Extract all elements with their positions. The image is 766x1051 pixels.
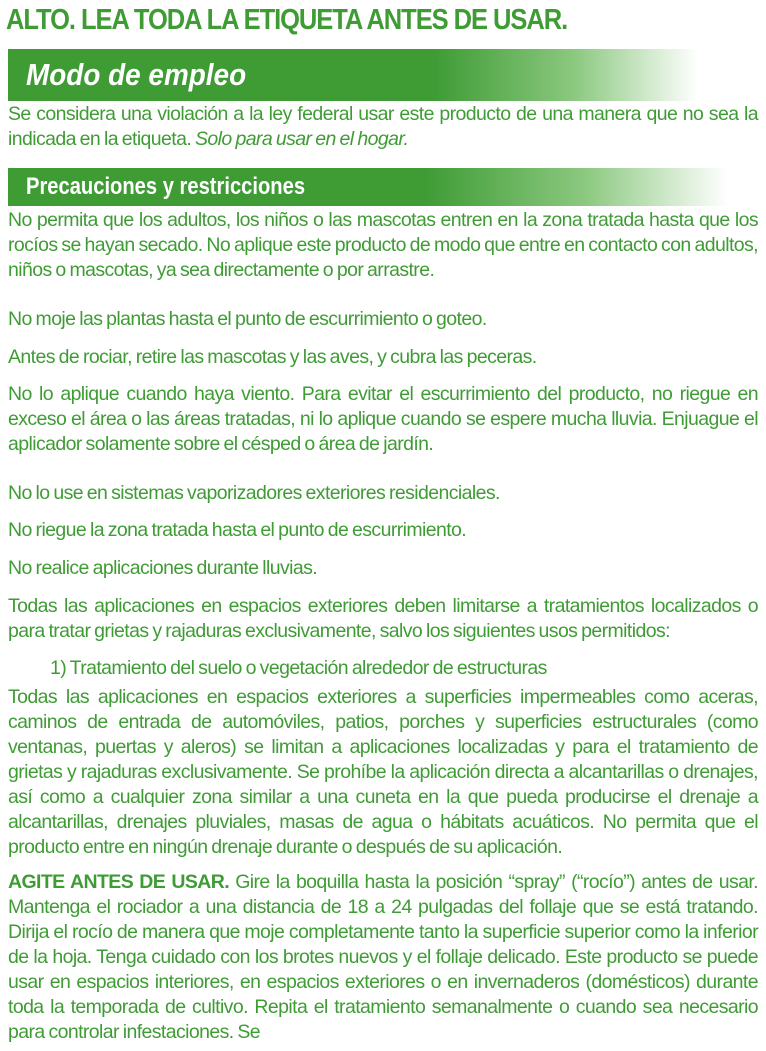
precaution-paragraph-3: Antes de rociar, retire las mascotas y las aves, y cubra las peceras. <box>8 346 537 368</box>
home-use-only-note: Solo para usar en el hogar. <box>195 128 409 150</box>
precaution-paragraph-9: Todas las aplicaciones en espacios exteriores a superficies impermeables como aceras, caminos de entrada de automóviles, patios, porches y superficies estructurales (como ventanas, puertas y aleros) se limitan a aplicaciones localizadas y para el tratamiento de grietas y rajaduras exclusivamente. Se prohíbe la aplicación directa a alcantarillas o drenajes, así como a cualquier zona similar a una cuneta en la que pueda producirse el drenaje a alcantarillas, drenajes pluviales, masas de agua o hábitats acuáticos. No permita que el producto entre en ningún drenaje durante o después de su aplicación. <box>8 686 758 858</box>
precaution-paragraph-1: No permita que los adultos, los niños o las mascotas entren en la zona tratada hasta que los rocíos se hayan secado. No aplique este producto de modo que entre en contacto con adultos, niños o mascotas, ya sea directamente o por arrastre. <box>8 209 758 281</box>
precaution-paragraph-8: Todas las aplicaciones en espacios exteriores deben limitarse a tratamientos localizados o para tratar grietas y rajaduras exclusivamente, salvo los siguientes usos permitidos: <box>8 595 758 642</box>
precaution-paragraph-4: No lo aplique cuando haya viento. Para evitar el escurrimiento del producto, no riegue en exceso el área o las áreas tratadas, ni lo aplique cuando se espere mucha lluvia. Enjuague el aplicador solamente sobre el césped o área de jardín. <box>8 383 758 455</box>
precautions-heading: Precauciones y restricciones <box>26 173 306 200</box>
shake-before-use-body: Gire la boquilla hasta la posición “spray” (“rocío”) antes de usar. Mantenga el rociador a una distancia de 18 a 24 pulgadas del follaje que se está tratando. Dirija el rocío de manera que moje completamente tanto la superficie superior como la inferior de la hoja. Tenga cuidado con los brotes nuevos y el follaje delicado. Este producto se puede usar en espacios interiores, en espacios exteriores o en invernaderos (domésticos) durante toda la temporada de cultivo. Repita el tratamiento semanalmente o cuando sea necesario para controlar infestaciones. Se <box>8 871 758 1043</box>
permitted-use-item-1: 1) Tratamiento del suelo o vegetación alrededor de estructuras <box>50 657 547 679</box>
precaution-paragraph-6: No riegue la zona tratada hasta el punto de escurrimiento. <box>8 519 467 541</box>
shake-before-use-lead: AGITE ANTES DE USAR. <box>8 871 230 893</box>
directions-intro <box>8 102 758 152</box>
precaution-paragraph-5: No lo use en sistemas vaporizadores exteriores residenciales. <box>8 482 500 504</box>
directions-intro-text: Se considera una violación a la ley federal usar este producto de una manera que no sea la indicada en la etiqueta. <box>8 103 758 150</box>
directions-heading: Modo de empleo <box>26 57 247 92</box>
precaution-paragraph-2: No moje las plantas hasta el punto de escurrimiento o goteo. <box>8 308 487 330</box>
directions-heading-band <box>8 49 698 101</box>
stop-warning: ALTO. LEA TODA LA ETIQUETA ANTES DE USAR. <box>6 4 568 36</box>
precaution-paragraph-7: No realice aplicaciones durante lluvias. <box>8 557 318 579</box>
precautions-heading-band <box>8 168 728 206</box>
shake-before-use-paragraph <box>8 870 758 1045</box>
